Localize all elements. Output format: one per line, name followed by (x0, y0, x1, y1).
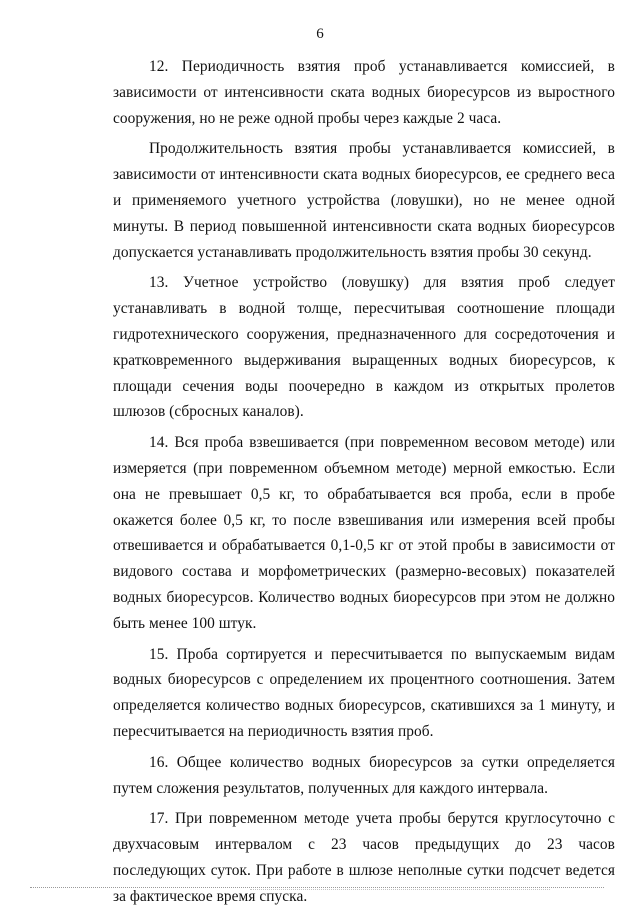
paragraph-15-sorting: 15. Проба сортируется и пересчитывается по выпускаемым видам водных биоресурсов с определением их процентного соотношения. Затем определяется количество водных биоресурсов, скатившихся за 1 минуту, и пересчитывается на периодичность взятия проб. (113, 645, 615, 740)
paragraph-17-round-the-clock: 17. При повременном методе учета пробы берутся круглосуточно с двухчасовым интервалом с 23 часов предыдущих до 23 часов последующих суток. При работе в шлюзе неполные сутки подсчет ведется за фактическое время спуска. (113, 810, 615, 905)
scan-artifact-line-secondary (250, 889, 550, 890)
paragraph-sampling-duration: Продолжительность взятия пробы устанавливается комиссией, в зависимости от интенсивности ската водных биоресурсов, ее среднего веса и применяемого учетного устройства (ловушки), но не менее одной минуты. В период повышенной интенсивности ската водных биоресурсов допускается устанавливать продолжительность взятия пробы 30 секунд. (113, 140, 615, 261)
page-number: 6 (316, 26, 324, 42)
paragraph-12-periodicity: 12. Периодичность взятия проб устанавливается комиссией, в зависимости от интенсивности ската водных биоресурсов из выростного сооружения, но не реже одной пробы через каждые 2 часа. (113, 58, 615, 127)
scan-artifact-line (30, 887, 604, 888)
paragraph-13-trap-placement: 13. Учетное устройство (ловушку) для взятия проб следует устанавливать в водной толще, пересчитывая соотношение площади гидротехнического сооружения, предназначенного для сосредоточения и кратковременного выдерживания выращенных водных биоресурсов, к площади сечения воды поочередно в каждом из открытых пролетов шлюзов (сбросных каналов). (113, 274, 615, 421)
paragraph-16-daily-total: 16. Общее количество водных биоресурсов за сутки определяется путем сложения результатов, полученных для каждого интервала. (113, 753, 615, 797)
document-body (113, 54, 615, 915)
paragraph-14-sample-weighing: 14. Вся проба взвешивается (при повременном весовом методе) или измеряется (при повременном объемном методе) мерной емкостью. Если она не превышает 0,5 кг, то обрабатывается вся проба, если в пробе окажется более 0,5 кг, то после взвешивания или измерения всей пробы отвешивается и обрабатывается 0,1-0,5 кг от этой пробы в зависимости от видового состава и морфометрических (размерно-весовых) показателей водных биоресурсов. Количество водных биоресурсов при этом не должно быть менее 100 штук. (113, 434, 615, 632)
